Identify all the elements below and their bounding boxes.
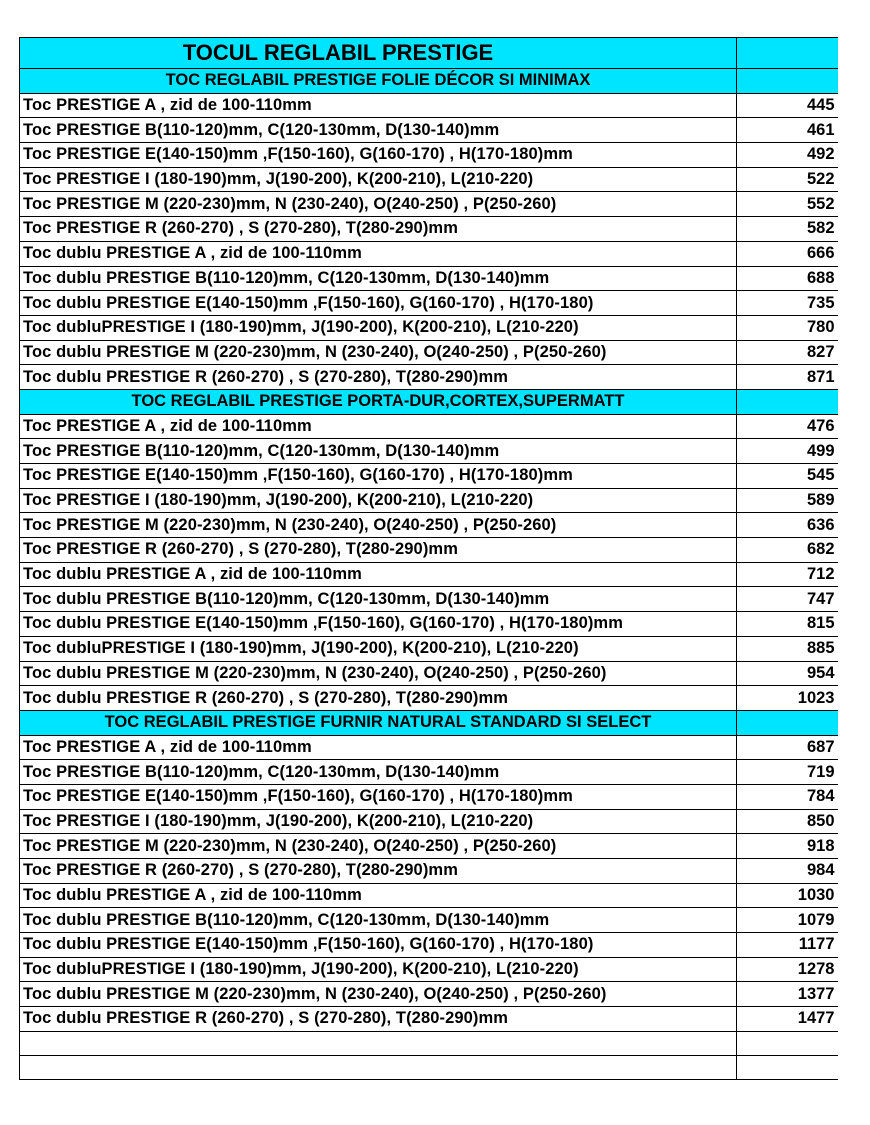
price-table-body xyxy=(20,38,838,1080)
item-price: 589 xyxy=(737,488,838,513)
item-price: 1477 xyxy=(737,1007,838,1032)
item-description: Toc PRESTIGE M (220-230)mm, N (230-240), O(240-250) , P(250-260) xyxy=(20,192,737,217)
item-description: Toc PRESTIGE A , zid de 100-110mm xyxy=(20,414,737,439)
item-description: Toc dubluPRESTIGE I (180-190)mm, J(190-200), K(200-210), L(210-220) xyxy=(20,636,737,661)
section-heading: TOC REGLABIL PRESTIGE FURNIR NATURAL STANDARD SI SELECT xyxy=(20,710,737,735)
item-price: 476 xyxy=(737,414,838,439)
table-row xyxy=(20,760,838,785)
table-row xyxy=(20,933,838,958)
item-description: Toc PRESTIGE A , zid de 100-110mm xyxy=(20,735,737,760)
item-description: Toc PRESTIGE E(140-150)mm ,F(150-160), G(160-170) , H(170-180)mm xyxy=(20,784,737,809)
item-description: Toc dubluPRESTIGE I (180-190)mm, J(190-200), K(200-210), L(210-220) xyxy=(20,957,737,982)
item-price: 747 xyxy=(737,587,838,612)
title-row xyxy=(20,38,838,69)
item-description: Toc dublu PRESTIGE M (220-230)mm, N (230-240), O(240-250) , P(250-260) xyxy=(20,982,737,1007)
item-price: 688 xyxy=(737,266,838,291)
item-description: Toc PRESTIGE R (260-270) , S (270-280), T(280-290)mm xyxy=(20,538,737,563)
item-price: 850 xyxy=(737,809,838,834)
empty-cell xyxy=(20,1055,737,1079)
item-description: Toc dublu PRESTIGE M (220-230)mm, N (230-240), O(240-250) , P(250-260) xyxy=(20,340,737,365)
item-price: 954 xyxy=(737,661,838,686)
item-description: Toc dublu PRESTIGE R (260-270) , S (270-280), T(280-290)mm xyxy=(20,686,737,711)
table-row xyxy=(20,982,838,1007)
item-price: 666 xyxy=(737,241,838,266)
table-row xyxy=(20,291,838,316)
item-description: Toc dublu PRESTIGE E(140-150)mm ,F(150-160), G(160-170) , H(170-180) xyxy=(20,291,737,316)
table-row xyxy=(20,439,838,464)
item-description: Toc PRESTIGE B(110-120)mm, C(120-130mm, D(130-140)mm xyxy=(20,118,737,143)
table-row xyxy=(20,414,838,439)
table-row xyxy=(20,562,838,587)
table-row xyxy=(20,118,838,143)
table-row xyxy=(20,908,838,933)
item-price: 636 xyxy=(737,513,838,538)
item-price: 984 xyxy=(737,859,838,884)
item-price: 682 xyxy=(737,538,838,563)
item-price: 918 xyxy=(737,834,838,859)
item-description: Toc dublu PRESTIGE A , zid de 100-110mm xyxy=(20,883,737,908)
section-header-row xyxy=(20,69,838,94)
item-description: Toc PRESTIGE R (260-270) , S (270-280), T(280-290)mm xyxy=(20,217,737,242)
item-description: Toc PRESTIGE B(110-120)mm, C(120-130mm, D(130-140)mm xyxy=(20,439,737,464)
item-price: 492 xyxy=(737,143,838,168)
item-price: 815 xyxy=(737,612,838,637)
item-description: Toc dublu PRESTIGE E(140-150)mm ,F(150-160), G(160-170) , H(170-180)mm xyxy=(20,612,737,637)
item-price: 499 xyxy=(737,439,838,464)
table-row xyxy=(20,192,838,217)
item-price: 1177 xyxy=(737,933,838,958)
item-description: Toc dubluPRESTIGE I (180-190)mm, J(190-200), K(200-210), L(210-220) xyxy=(20,315,737,340)
table-row xyxy=(20,612,838,637)
item-description: Toc PRESTIGE I (180-190)mm, J(190-200), K(200-210), L(210-220) xyxy=(20,167,737,192)
item-description: Toc PRESTIGE R (260-270) , S (270-280), T(280-290)mm xyxy=(20,859,737,884)
table-row xyxy=(20,488,838,513)
section-price-cell xyxy=(737,69,838,94)
empty-row xyxy=(20,1055,838,1079)
table-row xyxy=(20,859,838,884)
item-price: 712 xyxy=(737,562,838,587)
item-price: 522 xyxy=(737,167,838,192)
empty-cell xyxy=(737,1055,838,1079)
table-row xyxy=(20,636,838,661)
item-price: 719 xyxy=(737,760,838,785)
title-price-cell xyxy=(737,38,838,69)
item-price: 445 xyxy=(737,93,838,118)
table-row xyxy=(20,365,838,390)
item-price: 461 xyxy=(737,118,838,143)
table-row xyxy=(20,957,838,982)
table-row xyxy=(20,883,838,908)
item-description: Toc dublu PRESTIGE R (260-270) , S (270-280), T(280-290)mm xyxy=(20,365,737,390)
table-row xyxy=(20,217,838,242)
item-description: Toc dublu PRESTIGE A , zid de 100-110mm xyxy=(20,241,737,266)
item-description: Toc dublu PRESTIGE B(110-120)mm, C(120-130mm, D(130-140)mm xyxy=(20,908,737,933)
item-description: Toc dublu PRESTIGE E(140-150)mm ,F(150-160), G(160-170) , H(170-180) xyxy=(20,933,737,958)
item-price: 780 xyxy=(737,315,838,340)
empty-row xyxy=(20,1031,838,1055)
table-row xyxy=(20,464,838,489)
item-price: 545 xyxy=(737,464,838,489)
section-price-cell xyxy=(737,710,838,735)
item-description: Toc PRESTIGE M (220-230)mm, N (230-240), O(240-250) , P(250-260) xyxy=(20,513,737,538)
section-price-cell xyxy=(737,389,838,414)
item-description: Toc PRESTIGE E(140-150)mm ,F(150-160), G(160-170) , H(170-180)mm xyxy=(20,143,737,168)
table-row xyxy=(20,1007,838,1032)
price-sheet xyxy=(19,37,837,1080)
table-row xyxy=(20,686,838,711)
section-heading: TOC REGLABIL PRESTIGE FOLIE DÉCOR SI MINIMAX xyxy=(20,69,737,94)
table-row xyxy=(20,513,838,538)
table-row xyxy=(20,315,838,340)
table-row xyxy=(20,266,838,291)
table-row xyxy=(20,167,838,192)
item-price: 1278 xyxy=(737,957,838,982)
price-table xyxy=(19,37,838,1080)
sheet-title: TOCUL REGLABIL PRESTIGE xyxy=(20,38,737,69)
table-row xyxy=(20,538,838,563)
table-row xyxy=(20,735,838,760)
item-price: 1023 xyxy=(737,686,838,711)
item-price: 582 xyxy=(737,217,838,242)
item-description: Toc dublu PRESTIGE R (260-270) , S (270-280), T(280-290)mm xyxy=(20,1007,737,1032)
item-price: 735 xyxy=(737,291,838,316)
table-row xyxy=(20,661,838,686)
item-price: 1079 xyxy=(737,908,838,933)
item-price: 1030 xyxy=(737,883,838,908)
table-row xyxy=(20,241,838,266)
table-row xyxy=(20,834,838,859)
item-price: 827 xyxy=(737,340,838,365)
item-description: Toc dublu PRESTIGE B(110-120)mm, C(120-130mm, D(130-140)mm xyxy=(20,587,737,612)
item-price: 1377 xyxy=(737,982,838,1007)
item-price: 885 xyxy=(737,636,838,661)
table-row xyxy=(20,143,838,168)
item-price: 687 xyxy=(737,735,838,760)
table-row xyxy=(20,93,838,118)
item-description: Toc PRESTIGE E(140-150)mm ,F(150-160), G(160-170) , H(170-180)mm xyxy=(20,464,737,489)
item-description: Toc PRESTIGE I (180-190)mm, J(190-200), K(200-210), L(210-220) xyxy=(20,809,737,834)
section-header-row xyxy=(20,389,838,414)
section-heading: TOC REGLABIL PRESTIGE PORTA-DUR,CORTEX,SUPERMATT xyxy=(20,389,737,414)
table-row xyxy=(20,340,838,365)
item-description: Toc dublu PRESTIGE M (220-230)mm, N (230-240), O(240-250) , P(250-260) xyxy=(20,661,737,686)
item-description: Toc dublu PRESTIGE A , zid de 100-110mm xyxy=(20,562,737,587)
section-header-row xyxy=(20,710,838,735)
item-description: Toc PRESTIGE I (180-190)mm, J(190-200), K(200-210), L(210-220) xyxy=(20,488,737,513)
item-description: Toc dublu PRESTIGE B(110-120)mm, C(120-130mm, D(130-140)mm xyxy=(20,266,737,291)
item-description: Toc PRESTIGE M (220-230)mm, N (230-240), O(240-250) , P(250-260) xyxy=(20,834,737,859)
item-description: Toc PRESTIGE A , zid de 100-110mm xyxy=(20,93,737,118)
item-price: 784 xyxy=(737,784,838,809)
item-description: Toc PRESTIGE B(110-120)mm, C(120-130mm, D(130-140)mm xyxy=(20,760,737,785)
table-row xyxy=(20,587,838,612)
item-price: 552 xyxy=(737,192,838,217)
empty-cell xyxy=(20,1031,737,1055)
table-row xyxy=(20,809,838,834)
table-row xyxy=(20,784,838,809)
item-price: 871 xyxy=(737,365,838,390)
empty-cell xyxy=(737,1031,838,1055)
